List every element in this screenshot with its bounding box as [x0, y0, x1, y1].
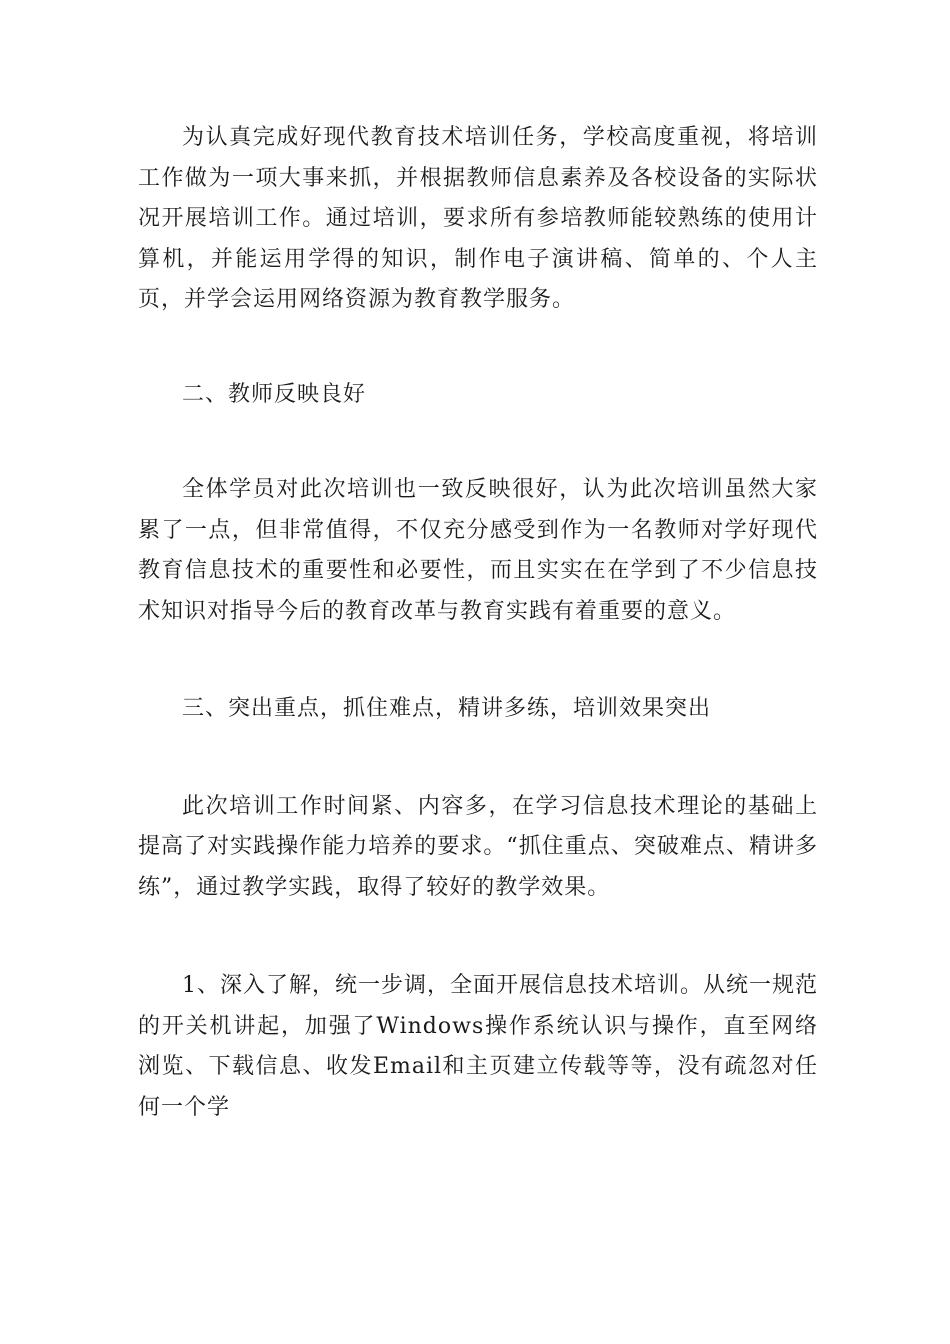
paragraph-gap	[138, 321, 818, 375]
paragraph-gap	[138, 632, 818, 689]
paragraph-intro: 为认真完成好现代教育技术培训任务，学校高度重视，将培训工作做为一项大事来抓，并根据教师信息素养及各校设备的实际状况开展培训工作。通过培训，要求所有参培教师能较熟练的使用计算机，并能运用学得的知识，制作电子演讲稿、简单的、个人主页，并学会运用网络资源为教育教学服务。	[138, 125, 818, 312]
paragraph-feedback: 全体学员对此次培训也一致反映很好，认为此次培训虽然大家累了一点，但非常值得，不仅充分感受到作为一名教师对学好现代教育信息技术的重要性和必要性，而且实实在在学到了不少信息技术知识对指导今后的教育改革与教育实践有着重要的意义。	[138, 477, 818, 624]
paragraph-gap	[138, 730, 818, 787]
paragraph-item-1: 1、深入了解，统一步调，全面开展信息技术培训。从统一规范的开关机讲起，加强了Windows操作系统认识与操作，直至网络浏览、下载信息、收发Email和主页建立传载等等，没有疏忽对任何一个学	[138, 973, 818, 1120]
section-heading-3: 三、突出重点，抓住难点，精讲多练，培训效果突出	[182, 696, 712, 721]
section-heading-2: 二、教师反映良好	[182, 381, 367, 407]
paragraph-focus: 此次培训工作时间紧、内容多，在学习信息技术理论的基础上提高了对实践操作能力培养的要求。“抓住重点、突破难点、精讲多练”，通过教学实践，取得了较好的教学效果。	[138, 793, 818, 900]
document-page	[138, 118, 818, 1128]
paragraph-gap	[138, 415, 818, 470]
paragraph-gap	[138, 908, 818, 966]
